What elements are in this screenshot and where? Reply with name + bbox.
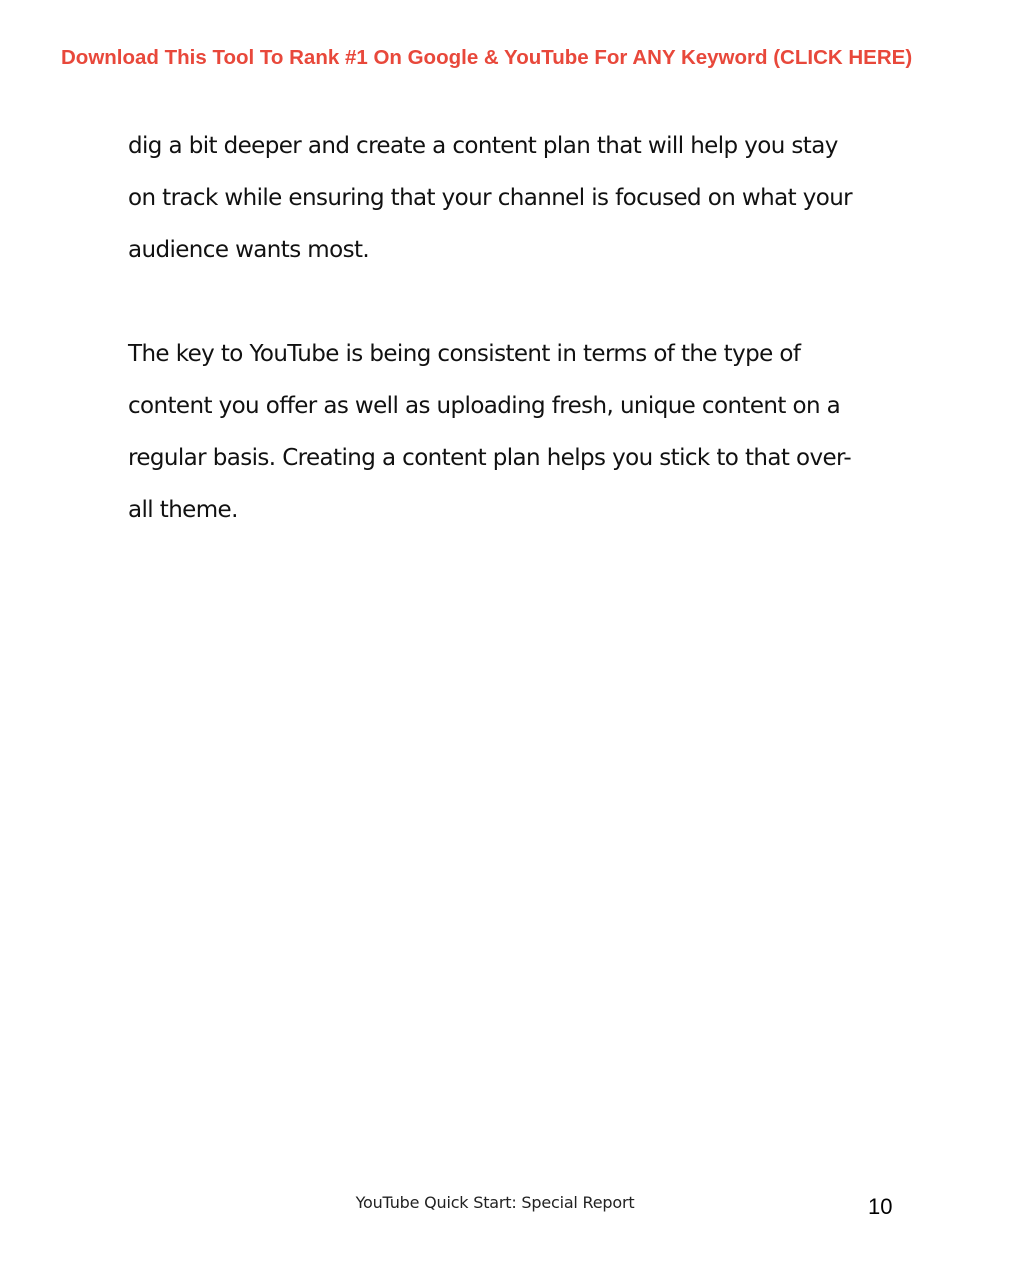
promo-download-link[interactable]: Download This Tool To Rank #1 On Google & YouTube For ANY Keyword (CLICK HERE) <box>61 46 913 69</box>
paragraph-line: audience wants most. <box>128 237 370 263</box>
paragraph-1 <box>128 126 918 282</box>
paragraph-line: The key to YouTube is being consistent in terms of the type of <box>128 341 801 367</box>
paragraph-line: dig a bit deeper and create a content plan that will help you stay <box>128 133 838 159</box>
page-number: 10 <box>868 1194 893 1219</box>
paragraph-line: on track while ensuring that your channel is focused on what your <box>128 185 853 211</box>
paragraph-2 <box>128 334 918 542</box>
paragraph-line: content you offer as well as uploading fresh, unique content on a <box>128 393 841 419</box>
paragraph-line: regular basis. Creating a content plan helps you stick to that over- <box>128 445 852 471</box>
paragraph-line: all theme. <box>128 497 238 523</box>
footer-document-title: YouTube Quick Start: Special Report <box>355 1193 635 1212</box>
